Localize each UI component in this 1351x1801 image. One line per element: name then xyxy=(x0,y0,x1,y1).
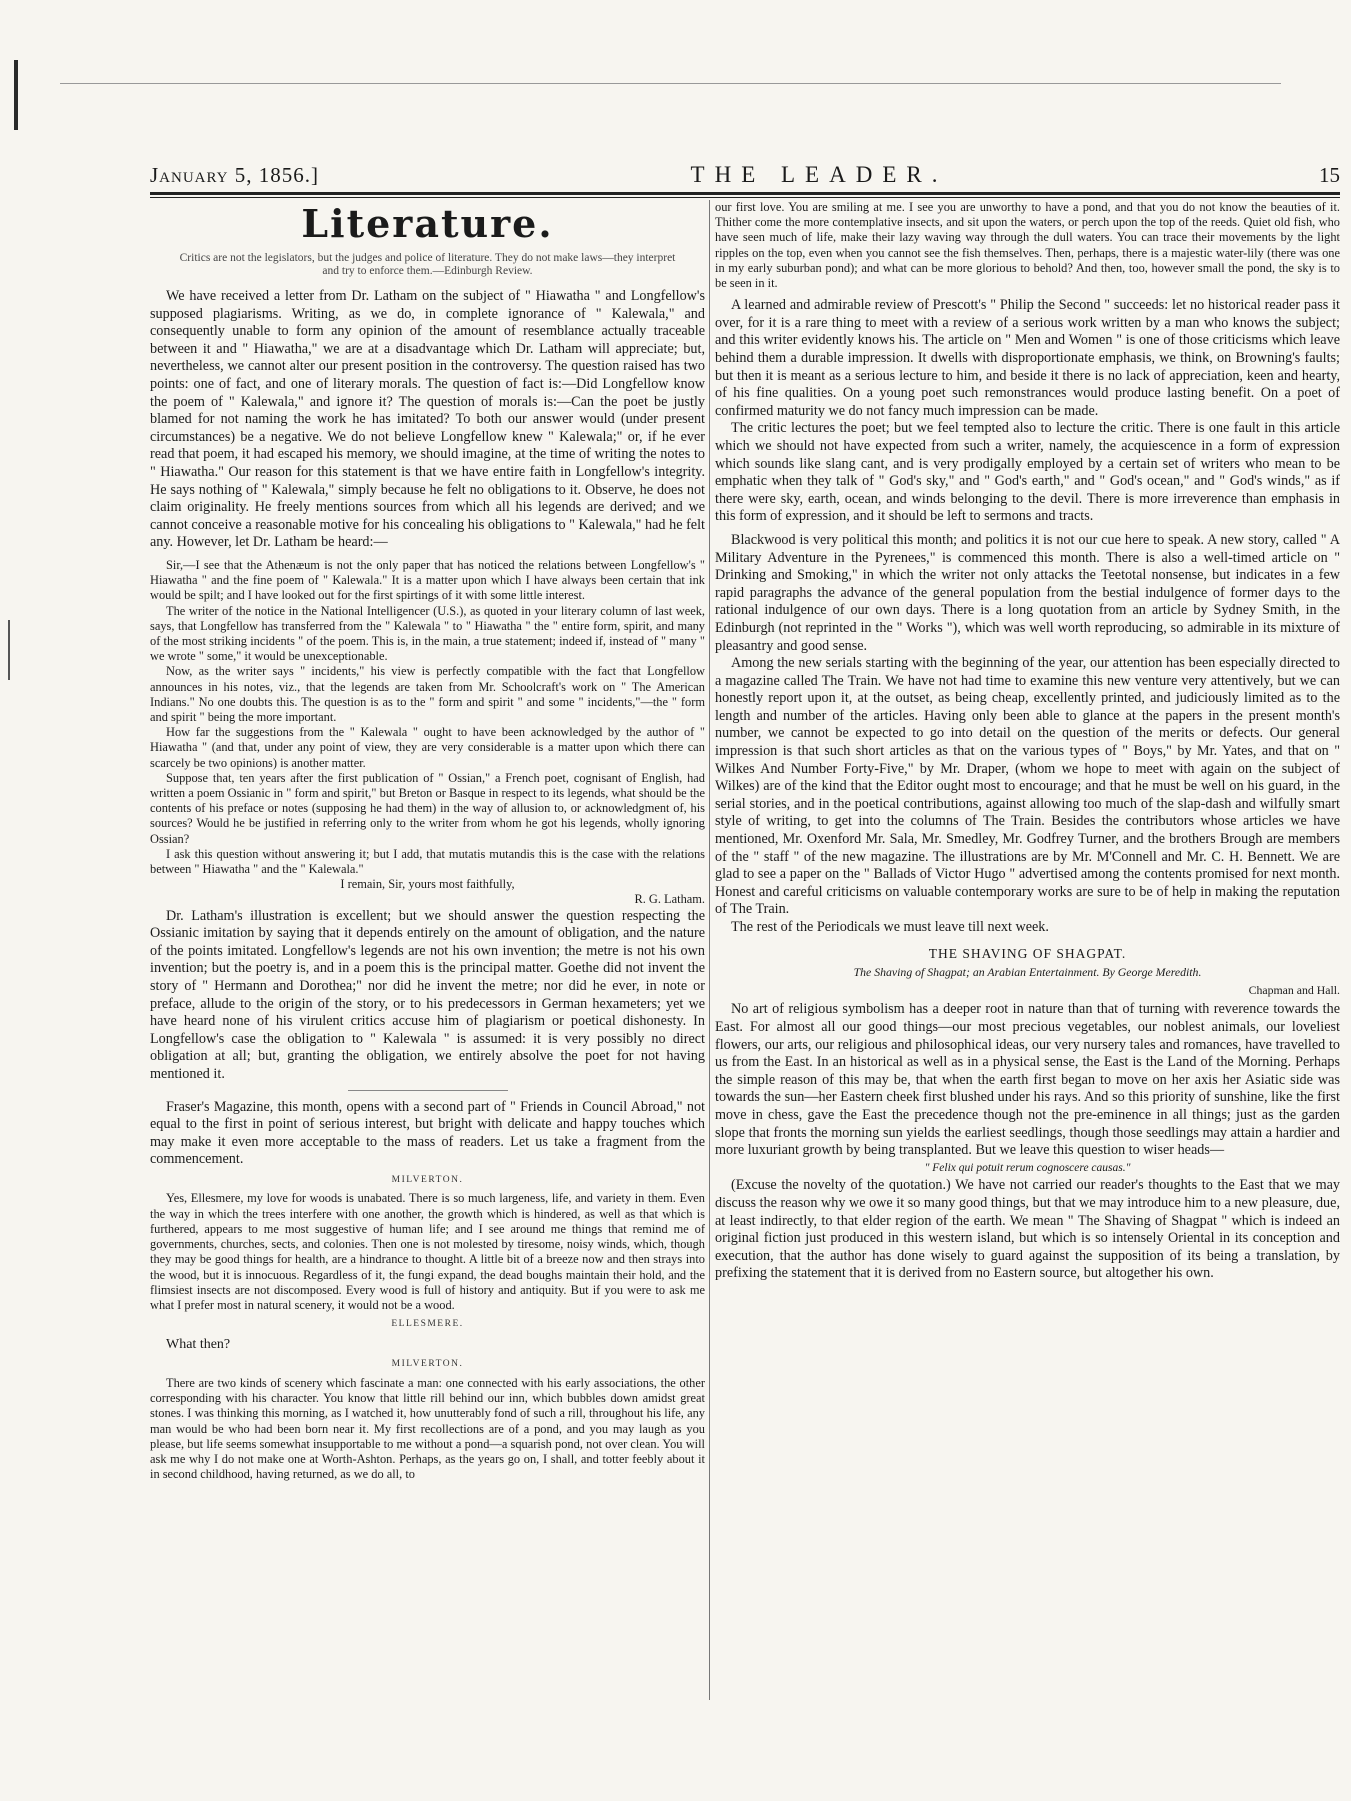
dialogue-milverton-2: There are two kinds of scenery which fascinate a man: one connected with his early associations, the other corresponding with his character. You know that little rill behind our inn, which bubbles down amidst great stones. I was thinking this morning, as I watched it, how unutterably fond of such a rill, throughout his life, any man would be who had been born near it. My first recollections are of a pond, and you may laugh as you please, but life seems somewhat insupportable to me without a pond—a squarish pond, not over clean. You will ask me why I do not make one at Worth-Ashton. Perhaps, as the years go on, I shall, and totter feebly about it in second childhood, having returned, as we do all, to xyxy=(150,1375,705,1482)
shagpat-book-title: The Shaving of Shagpat; an Arabian Entertainment. By George Meredith. xyxy=(853,965,1202,980)
column-divider xyxy=(709,200,710,1700)
section-title: Literature. xyxy=(301,201,554,246)
letter-paragraph: I ask this question without answering it; but I add, that mutatis mutandis this is the case with the relations between " Hiawatha " and the " Kalewala." xyxy=(150,846,705,876)
section-motto: Critics are not the legislators, but the judges and police of literature. They do not make laws—they interpret and try to enforce them.—Edinburgh Review. xyxy=(179,252,676,277)
shagpat-closing-paragraph: (Excuse the novelty of the quotation.) We have not carried our reader's thoughts to the East that we may discuss the reason why we owe it so many good things, but that we may introduce him to a new pleasure, due, at least indirectly, to that elder region of the earth. We mean " The Shaving of Shagpat " which is indeed an original fiction just produced in this western island, but which is so intensely Oriental in its conception and execution, that the author has done wisely to guard against the supposition of its being a translation, by prefixing the statement that it is derived from no Eastern source, but altogether his own. xyxy=(715,1177,1340,1282)
latham-letter xyxy=(150,558,705,877)
masthead-rule-thick xyxy=(150,192,1340,195)
scan-edge-mark-lower xyxy=(8,620,10,680)
critic-paragraph: The critic lectures the poet; but we feel tempted also to lecture the critic. There is one fault in this article which we should not have expected from such a writer, namely, the acquiescence in a form of expression which sounds like slang cant, and is very prodigally employed by a certain set of writers who mean to be emphatic when they talk of " God's sky," and " God's earth," and " God's ocean," and " God's winds," as if there were sky, earth, ocean, and winds belonging to the devil. There is more irreverence than emphasis in this form of expression, and it should be left to sermons and tracts. xyxy=(715,420,1340,525)
letter-signature-block xyxy=(150,877,705,907)
scan-top-rule xyxy=(60,83,1281,84)
page-number: 15 xyxy=(1319,163,1340,187)
shagpat-heading: THE SHAVING OF SHAGPAT. xyxy=(928,945,1127,961)
masthead-rule-thin xyxy=(150,197,1340,198)
left-column xyxy=(150,200,705,1482)
latham-response-paragraph: Dr. Latham's illustration is excellent; but we should answer the question respecting the Ossianic imitation by saying that it depends entirely on the amount of obligation, and the nature of the points imitated. Longfellow's legends are not his own invention; the metre is not his own invention; but the poetry is, and in a poem this is the principal matter. Goethe did not invent the story of " Hermann and Dorothea;" nor did he invent the metre; nor did he ever, in note or preface, allude to the origin of the story, or to his predecessors in German hexameters; yet we have heard none of his virulent critics accuse him of plagiarism or poetical dishonesty. In Longfellow's case the obligation to " Kalewala " is assumed: it is very possibly no direct obligation at all; but, granting the obligation, we entirely absolve the poet for not having mentioned it. xyxy=(150,907,705,1082)
letter-paragraph: How far the suggestions from the " Kalewala " ought to have been acknowledged by the author of " Hiawatha " (and that, under any point of view, they are very considerable is a matter upon which there can scarcely be two opinions) is another matter. xyxy=(150,725,705,770)
periodicals-closing-line: The rest of the Periodicals we must leave till next week. xyxy=(731,919,1049,935)
latin-quotation: " Felix qui potuit rerum cognoscere causas." xyxy=(924,1161,1131,1174)
right-column xyxy=(715,200,1340,1283)
newspaper-title: THE LEADER. xyxy=(690,162,948,187)
shagpat-publisher: Chapman and Hall. xyxy=(1248,982,1340,997)
speaker-milverton-2: MILVERTON. xyxy=(391,1359,464,1370)
frasers-magazine-paragraph: Fraser's Magazine, this month, opens with a second part of " Friends in Council Abroad," not equal to the first in point of serious interest, but bright with delicate and happy touches which may make it even more acceptable to the mass of readers. Let us take a fragment from the commencement. xyxy=(150,1098,705,1168)
letter-paragraph: Sir,—I see that the Athenæum is not the only paper that has noticed the relations between Longfellow's " Hiawatha " and the fine poem of " Kalewala." It is a matter upon which I have always been certain that ink would be spilt; and I have looked out for the first spirtings of it with some little interest. xyxy=(150,557,705,603)
dialogue-milverton-1: Yes, Ellesmere, my love for woods is unabated. There is so much largeness, life, and variety in them. Even the way in which the trees interfere with one another, the growth which is hindered, as well as that which is furthered, appears to me most suggestive of human life; and I see around me things that remind me of governments, churches, sects, and colonies. Then one is not molested by tiresome, noisy winds, which, though they may be good things for health, are a hindrance to thought. A little bit of a breeze now and then strays into the wood, but it is innocuous. Regardless of it, the fungi expand, the dead boughs maintain their hold, and the flimsiest insects are not discomposed. Every wood is full of history and antiquity. But if you were to ask me what I prefer most in natural scenery, it would not be a wood. xyxy=(150,1191,705,1312)
blackwood-paragraph: Blackwood is very political this month; and politics it is not our cue here to speak. A new story, called " A Military Adventure in the Pyrenees," is commenced this month. There is also a well-timed article on " Drinking and Smoking," in which the writer not only attacks the Teetotal nonsense, but indicates in a few rapid paragraphs the advance of the general population from the bestial indulgence of former days to the rational indulgence of our own days. There is a long quotation from an article by Sydney Smith, in the Edinburgh (not reprinted in the " Works "), which was well worth reproducing, so admirable in its mixture of pleasantry and good sense. xyxy=(715,531,1340,654)
speaker-ellesmere: ELLESMERE. xyxy=(391,1319,464,1330)
letter-closing: I remain, Sir, yours most faithfully, xyxy=(340,877,515,892)
letter-signature: R. G. Latham. xyxy=(634,892,705,907)
paragraph-separator xyxy=(348,1090,508,1091)
issue-date: January 5, 1856.] xyxy=(150,163,320,187)
letter-paragraph: The writer of the notice in the National Intelligencer (U.S.), as quoted in your literary column of last week, says, that Longfellow has transferred from the " Kalewala " to " Hiawatha " the " entire form, spirit, and many of the most striking incidents " of the poem. This is, in the main, a true statement; indeed if, instead of " many " we wrote " some," it would be unexceptionable. xyxy=(150,603,705,664)
prescott-review-paragraph: A learned and admirable review of Prescott's " Philip the Second " succeeds: let no historical reader pass it over, for it is a rare thing to meet with a review of a serious work written by a man who knows the subject; and this writer evidently knows his. The article on " Men and Women " is one of those criticisms which leave behind them a durable impression. It dwells with disproportionate emphasis, we think, on Browning's faults; but then it is meant as a serious lecture to him, and beside it there is no lack of appreciation, keen and hearty, of his fine qualities. On a young poet such remonstrances would produce lasting benefit. On a poet of confirmed maturity we do not fancy much impression can be made. xyxy=(715,297,1340,419)
dialogue-ellesmere: What then? xyxy=(166,1336,231,1352)
speaker-milverton: MILVERTON. xyxy=(391,1174,464,1185)
letter-paragraph: Now, as the writer says " incidents," his view is perfectly compatible with the fact that Longfellow announces in his notes, viz., that the legends are taken from Mr. Schoolcraft's work on " The American Indians." No one doubts this. The question is as to the " form and spirit " and some " incidents,"—the " form and spirit " being the more important. xyxy=(150,664,705,724)
latham-intro-paragraph: We have received a letter from Dr. Latham on the subject of " Hiawatha " and Longfellow's supposed plagiarisms. Writing, as we do, in complete ignorance of " Kalewala," and consequently unable to form any opinion of the amount of resemblance actually traceable between it and " Hiawatha," we are at a disadvantage which Dr. Latham will appreciate; but, nevertheless, we cannot alter our present position in the controversy. The question raised has two points: one of fact, and one of literary morals. The question of fact is:—Did Longfellow know the poem of " Kalewala," and ignore it? The question of morals is:—Can the poet be justly blamed for not naming the work he has imitated? To both our answer would (under present circumstances) be a negative. We do not believe Longfellow knew " Kalewala;" or, if he ever read that poem, it had escaped his memory, we should imagine, at the time of writing the notes to " Hiawatha." Our reason for this statement is that we have entire faith in Longfellow's integrity. He says nothing of " Kalewala," simply because he felt no obligations to it. Observe, he does not claim originality. He freely mentions sources from which all his legends are derived; and we cannot conceive a reasonable motive for his concealing his obligations to " Kalewala," had he felt any. However, let Dr. Latham be heard:— xyxy=(150,288,705,551)
scan-edge-mark xyxy=(14,60,18,130)
the-train-paragraph: Among the new serials starting with the beginning of the year, our attention has been especially directed to a magazine called The Train. We have not had time to examine this new venture very attentively, but we can honestly report upon it, at the outset, as being cheap, excellently printed, and judiciously limited as to the length and number of the articles. Having only been able to glance at the papers in the present month's number, we cannot be expected to go into detail on the question of the merits or defects. Our general impression is that such short articles as that on the various types of " Boys," by Mr. Yates, and that on " Wilkes And Number Forty-Five," by Mr. Draper, (whom we hope to meet with again on the subject of Wilkes) are of the kind that the Editor ought most to encourage; and that he must be well on his guard, in the serial stories, and in the poetical contributions, against allowing too much of the slap-dash and wilfully smart style of writing, to get into the columns of The Train. Besides the contributors whose articles we have mentioned, Mr. Oxenford Mr. Sala, Mr. Smedley, Mr. Godfrey Turner, and the brothers Brough are members of the " staff " of the new magazine. The illustrations are by Mr. M'Connell and Mr. C. H. Bennett. We are glad to see a paper on the " Ballads of Victor Hugo " advertised among the contents promised for next month. Honest and careful criticisms on valuable contemporary works are sure to be of help in making the reputation of The Train. xyxy=(715,655,1340,918)
masthead xyxy=(150,160,1340,188)
shagpat-paragraph: No art of religious symbolism has a deeper root in nature than that of turning with reverence towards the East. For almost all our good things—our most precious vegetables, our noblest animals, our loveliest flowers, our arts, our religious and philosophical ideas, our very nursery tales and romances, have travelled to us from the East. In an historical as well as in a physical sense, the East is the Land of the Morning. Perhaps the simple reason of this may be, that when the earth first began to move on her axis her Asiatic side was towards the sun—her Eastern cheek first blushed under his rays. And so this priority of sunshine, like the first move in chess, gave the East the precedence though not the pre-eminence in all things; just as the garden slope that fronts the morning sun yields the earliest seedlings, though those seedlings may attain a hardier and more luxuriant growth by being transplanted. But we leave this question to wiser heads— xyxy=(715,1001,1340,1159)
dialogue-continued: our first love. You are smiling at me. I see you are unworthy to have a pond, and that you do not know the beauties of it. Thither come the more contemplative insects, and sit upon the waters, or perch upon the top of the reeds. Quiet old fish, who have seen much of life, make their lazy waving way through the dull waters. You can trace their movements by the light ripples on the top, even when you cannot see the fish themselves. Then, perhaps, there is a majestic water-lily (there was one in my early suburban pond); and what can be more glorious to behold? And then, too, however small the pond, the sky is to be seen in it. xyxy=(715,200,1340,291)
letter-paragraph: Suppose that, ten years after the first publication of " Ossian," a French poet, cognisant of English, had written a poem Ossianic in " form and spirit," but Breton or Basque in respect to its legends, what should be the contents of his preface or notes (supposing he had them) in the way of allusion to, or acknowledgment of, his sources? Would he be justified in referring only to the writer from whom he got his legends, wholly ignoring Ossian? xyxy=(150,770,705,846)
